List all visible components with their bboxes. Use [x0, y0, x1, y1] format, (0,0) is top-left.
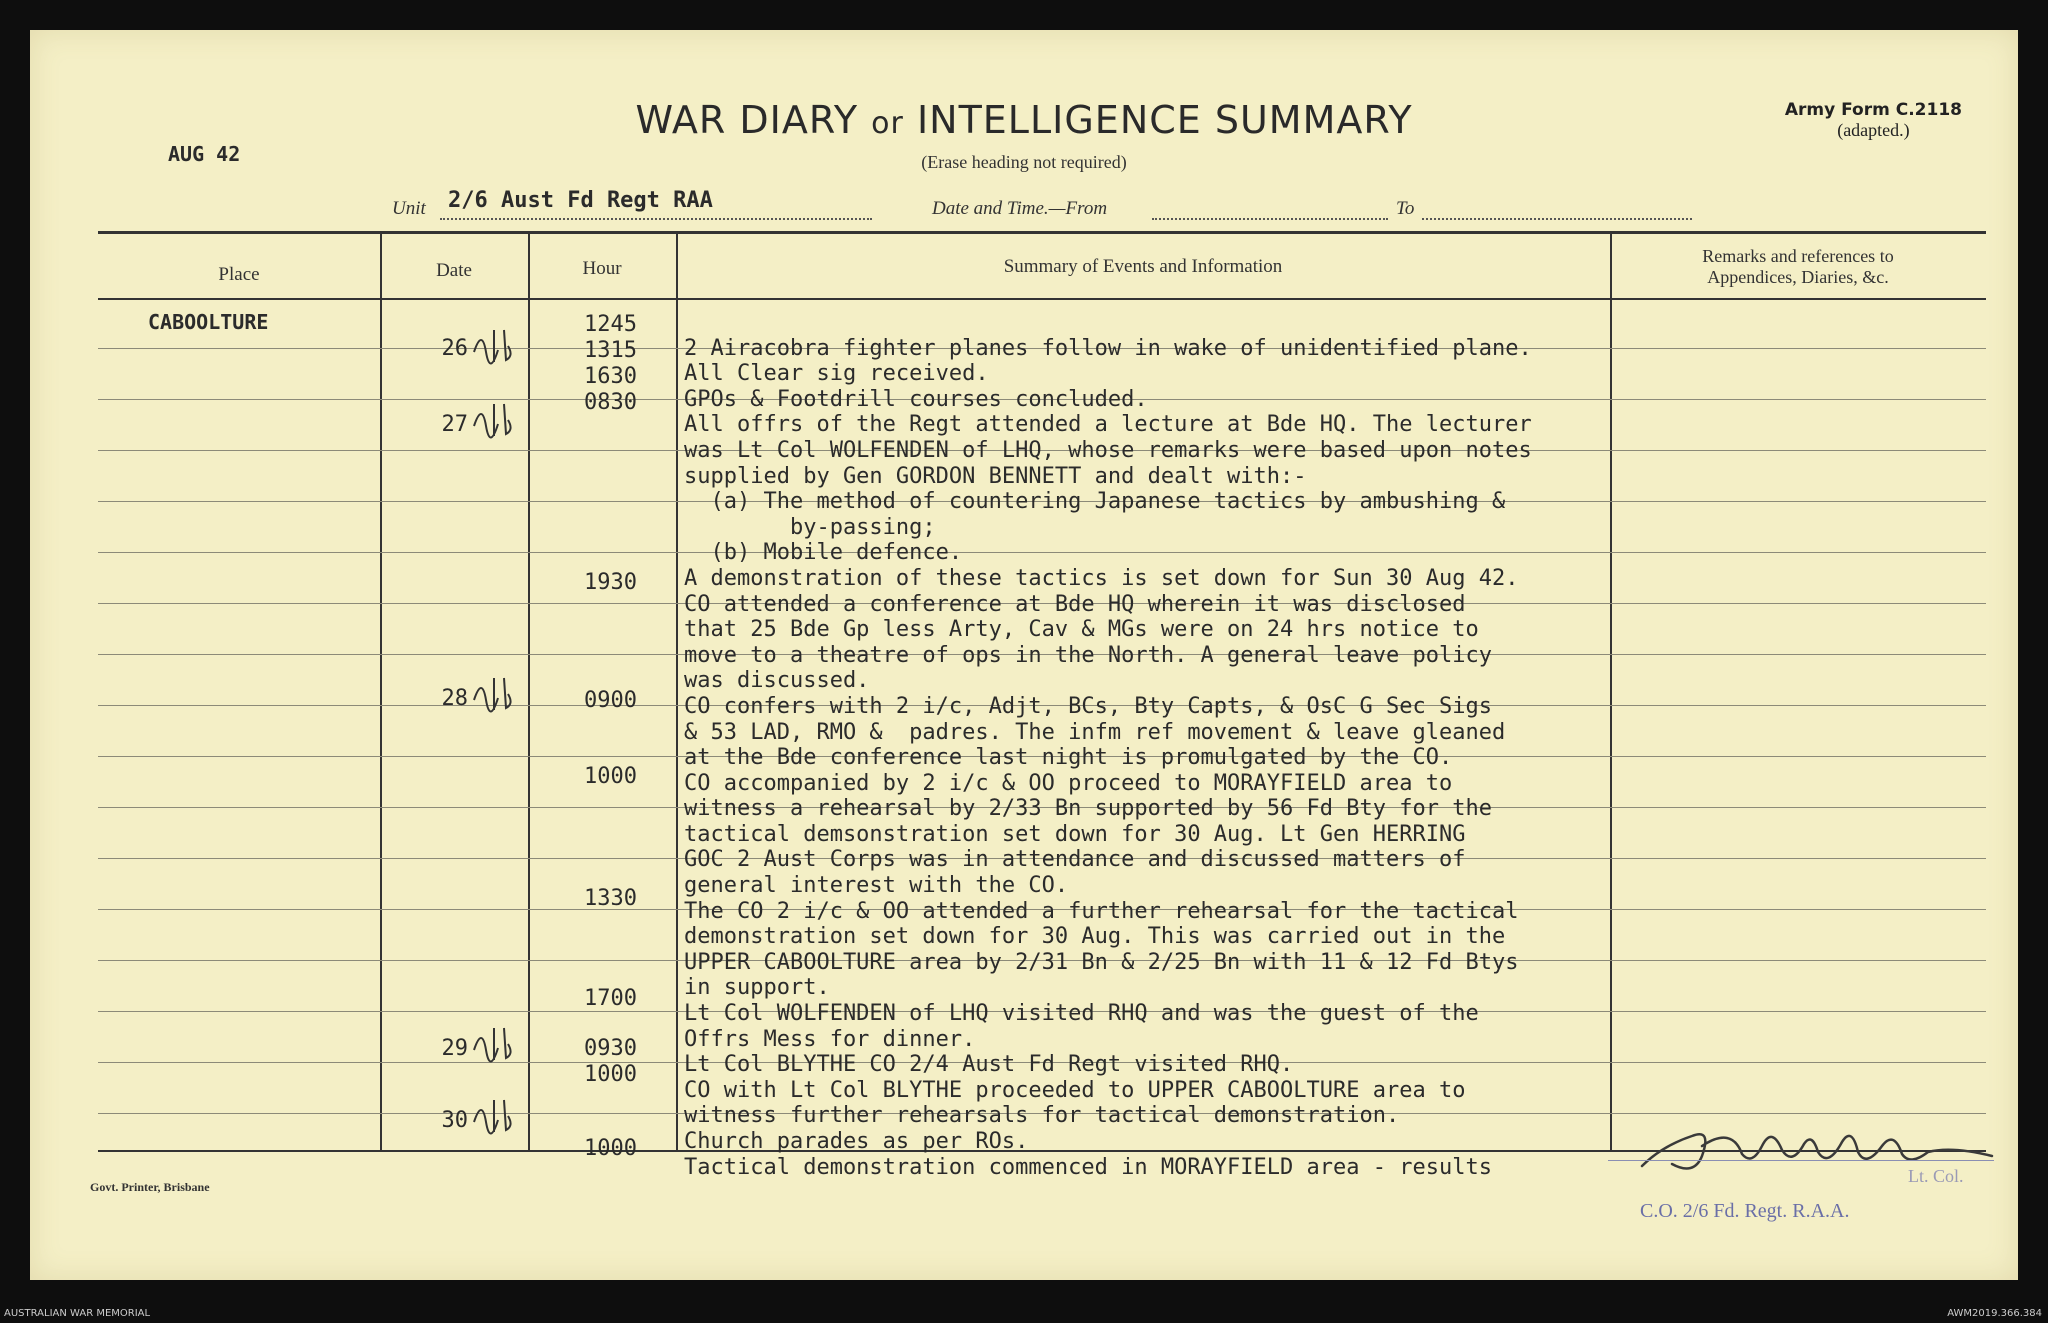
summary-line: Lt Col WOLFENDEN of LHQ visited RHQ and was the guest of the [684, 1001, 1479, 1027]
summary-line: by-passing; [684, 514, 936, 540]
col-head-place: Place [218, 264, 260, 285]
hour-entry: 1700 [584, 986, 637, 1011]
summary-line: general interest with the CO. [684, 873, 1069, 899]
initial-mark-27 [474, 404, 511, 438]
col-head-date: Date [436, 260, 472, 281]
to-label: To [1396, 198, 1415, 219]
form-number: Army Form C.2118 [1784, 100, 1962, 120]
hour-entry: 1630 [584, 364, 637, 389]
col-head-summary: Summary of Events and Information [1003, 256, 1283, 277]
summary-line: Church parades as per ROs. [684, 1129, 1029, 1154]
stamp-signature-line [1608, 1160, 1994, 1161]
hour-entry: 1000 [584, 1062, 637, 1087]
diary-period: AUG 42 [168, 142, 241, 166]
summary-line: GOC 2 Aust Corps was in attendance and discussed matters of [684, 847, 1466, 873]
hour-entry: 1245 [584, 312, 637, 337]
signatory-rank: Lt. Col. [1908, 1166, 1964, 1186]
date-time-label: Date and Time.—From [932, 198, 1108, 219]
summary-line: All offrs of the Regt attended a lecture at Bde HQ. The lecturer [684, 412, 1532, 438]
summary-line: The CO 2 i/c & OO attended a further rehearsal for the tactical [684, 898, 1519, 924]
summary-line: A demonstration of these tactics is set down for Sun 30 Aug 42. [684, 565, 1519, 591]
remarks-head-line2: Appendices, Diaries, &c. [1707, 267, 1889, 287]
unit-dotted-line [440, 218, 872, 220]
summary-line: CO confers with 2 i/c, Adjt, BCs, Bty Capts, & OsC G Sec Sigs [684, 693, 1492, 719]
place-value: CABOOLTURE [148, 310, 269, 334]
summary-line: supplied by Gen GORDON BENNETT and dealt with:- [684, 463, 1307, 489]
date-from-line [1152, 218, 1388, 220]
date-30: 30 [441, 1108, 468, 1133]
summary-line: All Clear sig received. [684, 361, 989, 387]
initial-mark-26 [474, 330, 511, 364]
hour-entry: 0930 [584, 1036, 637, 1061]
summary-line: (b) Mobile defence. [684, 540, 963, 566]
summary-line: & 53 LAD, RMO & padres. The infm ref movement & leave gleaned [684, 719, 1506, 745]
col-head-hour: Hour [582, 258, 622, 279]
unit-value: 2/6 Aust Fd Regt RAA [448, 188, 713, 213]
archive-reference: AWM2019.366.384 [1947, 1308, 2042, 1319]
date-to-line [1422, 218, 1692, 220]
form-title: WAR DIARY or INTELLIGENCE SUMMARY [635, 98, 1413, 142]
archive-credit: AUSTRALIAN WAR MEMORIAL [4, 1308, 151, 1319]
summary-line: Tactical demonstration commenced in MORAYFIELD area - results [684, 1154, 1492, 1180]
summary-line: move to a theatre of ops in the North. A general leave policy [684, 642, 1492, 668]
form-adapted: (adapted.) [1837, 120, 1910, 140]
hour-entry: 1930 [584, 570, 637, 595]
summary-line: CO with Lt Col BLYTHE proceeded to UPPER CABOOLTURE area to [684, 1077, 1466, 1103]
diary-sheet [30, 30, 2018, 1280]
hour-entry: 1000 [584, 764, 637, 789]
date-29: 29 [441, 1036, 468, 1061]
initial-mark-28 [474, 678, 511, 712]
summary-line: witness further rehearsals for tactical demonstration. [684, 1103, 1400, 1129]
date-28: 28 [441, 686, 468, 711]
date-27: 27 [441, 412, 468, 437]
summary-line: was Lt Col WOLFENDEN of LHQ, whose remarks were based upon notes [684, 437, 1532, 463]
co-stamp: C.O. 2/6 Fd. Regt. R.A.A. [1640, 1200, 1850, 1222]
summary-line: CO attended a conference at Bde HQ wherein it was disclosed [684, 591, 1466, 617]
summary-line: tactical demsonstration set down for 30 Aug. Lt Gen HERRING [684, 821, 1466, 847]
date-initials [468, 322, 538, 1142]
erase-note: (Erase heading not required) [921, 152, 1127, 172]
summary-line: in support. [684, 975, 830, 1001]
summary-line: demonstration set down for 30 Aug. This was carried out in the [684, 924, 1506, 950]
summary-line: 2 Airacobra fighter planes follow in wake of unidentified plane. [684, 335, 1532, 361]
initial-mark-29 [474, 1028, 511, 1062]
summary-line: CO accompanied by 2 i/c & OO proceed to MORAYFIELD area to [684, 770, 1453, 796]
summary-line: UPPER CABOOLTURE area by 2/31 Bn & 2/25 Bn with 11 & 12 Fd Btys [684, 949, 1519, 975]
summary-line: (a) The method of countering Japanese tactics by ambushing & [684, 489, 1506, 515]
printer-imprint: Govt. Printer, Brisbane [90, 1180, 210, 1194]
summary-line: witness a rehearsal by 2/33 Bn supported by 56 Fd Bty for the [684, 796, 1492, 822]
summary-text [684, 310, 1532, 1180]
summary-line: at the Bde conference last night is promulgated by the CO. [684, 745, 1453, 771]
hour-entry: 1330 [584, 886, 637, 911]
hour-entry: 0830 [584, 390, 637, 415]
initial-mark-30 [474, 1100, 511, 1134]
col-head-remarks [1610, 246, 1986, 288]
summary-line: Lt Col BLYTHE CO 2/4 Aust Fd Regt visited RHQ. [684, 1052, 1294, 1078]
army-form-number [1785, 100, 1962, 141]
date-26: 26 [441, 336, 468, 361]
col-divider-summary [1610, 231, 1612, 1151]
remarks-head-line1: Remarks and references to [1702, 246, 1894, 266]
unit-label: Unit [392, 198, 426, 219]
hour-entry: 0900 [584, 688, 637, 713]
col-divider-place [380, 231, 382, 1151]
summary-line: GPOs & Footdrill courses concluded. [684, 386, 1148, 412]
hour-entry: 1315 [584, 338, 637, 363]
hour-entry: 1000 [584, 1136, 637, 1161]
summary-line: was discussed. [684, 668, 870, 694]
col-divider-hour [676, 231, 678, 1151]
summary-line: that 25 Bde Gp less Arty, Cav & MGs were on 24 hrs notice to [684, 617, 1479, 643]
summary-line: Offrs Mess for dinner. [684, 1026, 976, 1052]
